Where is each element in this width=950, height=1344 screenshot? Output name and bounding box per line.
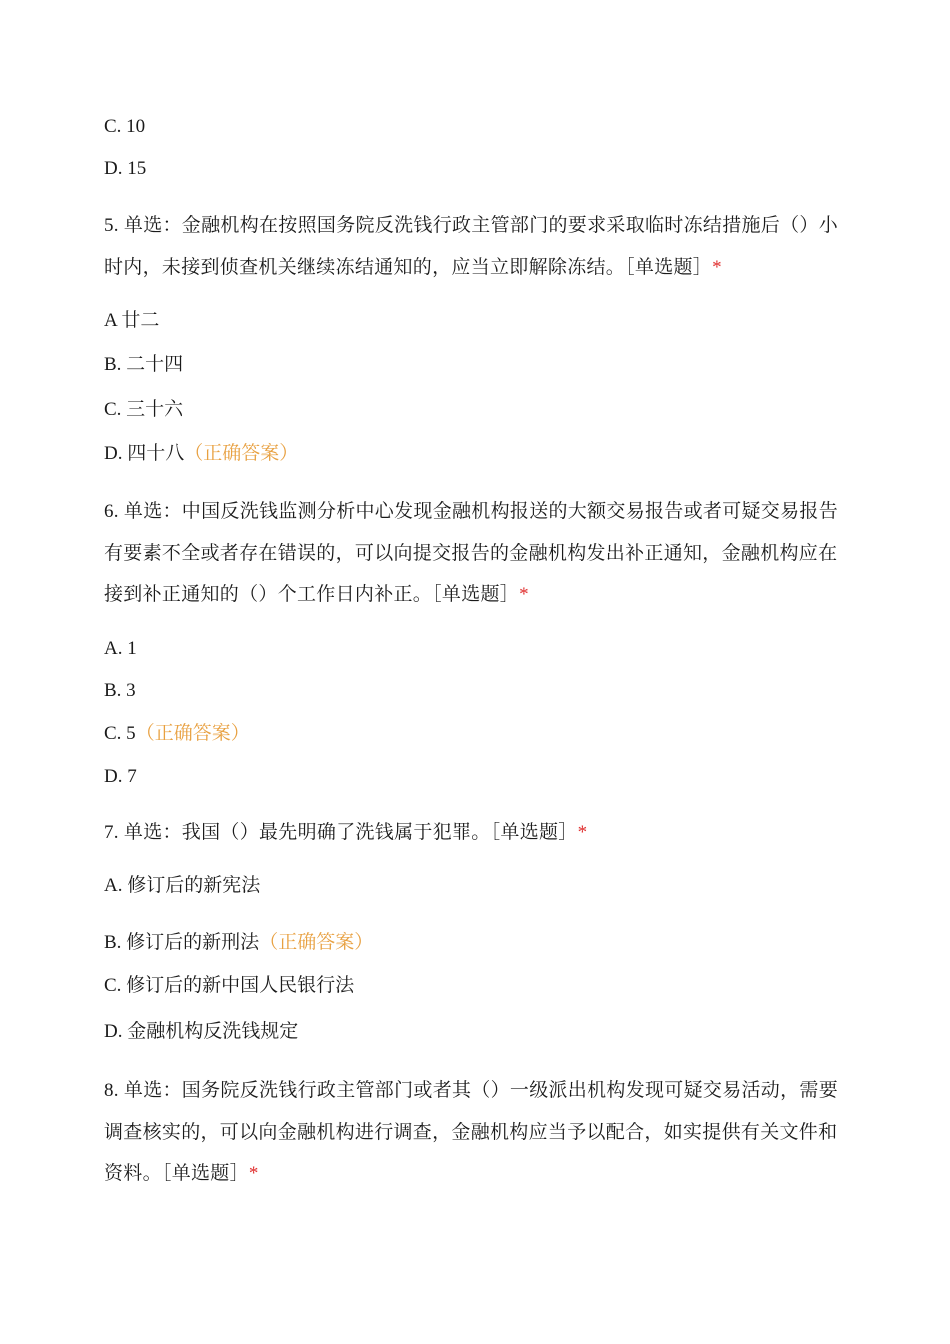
q7-option-a: A. 修订后的新宪法 — [104, 875, 261, 896]
q7-option-d: D. 金融机构反洗钱规定 — [104, 1021, 299, 1042]
question-6-text: 6. 单选：中国反洗钱监测分析中心发现金融机构报送的大额交易报告或者可疑交易报告有要素不全或者存在错误的，可以向提交报告的金融机构发出补正通知，金融机构应在接到补正通知的（）个工作日内补正。［单选题］ — [104, 501, 839, 605]
required-asterisk: * — [519, 584, 529, 605]
question-6 — [104, 491, 844, 616]
question-8 — [104, 1070, 844, 1195]
q7-option-b — [104, 930, 373, 956]
q5-option-a: A 廿二 — [104, 310, 160, 331]
question-7-text: 7. 单选：我国（）最先明确了洗钱属于犯罪。［单选题］ — [104, 822, 578, 843]
q5-option-d — [104, 441, 298, 467]
correct-answer-mark: （正确答案） — [259, 932, 374, 953]
required-asterisk: * — [712, 256, 722, 278]
q6-option-c-text: C. 5 — [104, 723, 136, 744]
required-asterisk: * — [248, 1163, 259, 1184]
q4-option-c: C. 10 — [104, 116, 146, 137]
correct-answer-mark: （正确答案） — [135, 723, 250, 744]
question-5 — [104, 205, 844, 288]
question-5-text: 5. 单选：金融机构在按照国务院反洗钱行政主管部门的要求采取临时冻结措施后（）小时内，未接到侦查机关继续冻结通知的，应当立即解除冻结。［单选题］ — [104, 215, 839, 278]
required-asterisk: * — [577, 822, 588, 843]
q6-option-a: A. 1 — [104, 638, 137, 659]
q7-option-c: C. 修订后的新中国人民银行法 — [104, 975, 355, 996]
q6-option-d: D. 7 — [104, 766, 137, 787]
q5-option-c: C. 三十六 — [104, 399, 184, 420]
correct-answer-mark: （正确答案） — [184, 443, 299, 464]
question-8-text: 8. 单选：国务院反洗钱行政主管部门或者其（）一级派出机构发现可疑交易活动，需要调查核实的，可以向金融机构进行调查，金融机构应当予以配合，如实提供有关文件和资料。［单选题］ — [104, 1080, 839, 1184]
q6-option-b: B. 3 — [104, 680, 136, 701]
q7-option-b-text: B. 修订后的新刑法 — [104, 932, 260, 953]
question-7 — [104, 812, 844, 854]
q5-option-b: B. 二十四 — [104, 354, 184, 375]
q4-option-d: D. 15 — [104, 158, 147, 179]
q6-option-c — [104, 721, 250, 747]
q5-option-d-text: D. 四十八 — [104, 443, 185, 464]
